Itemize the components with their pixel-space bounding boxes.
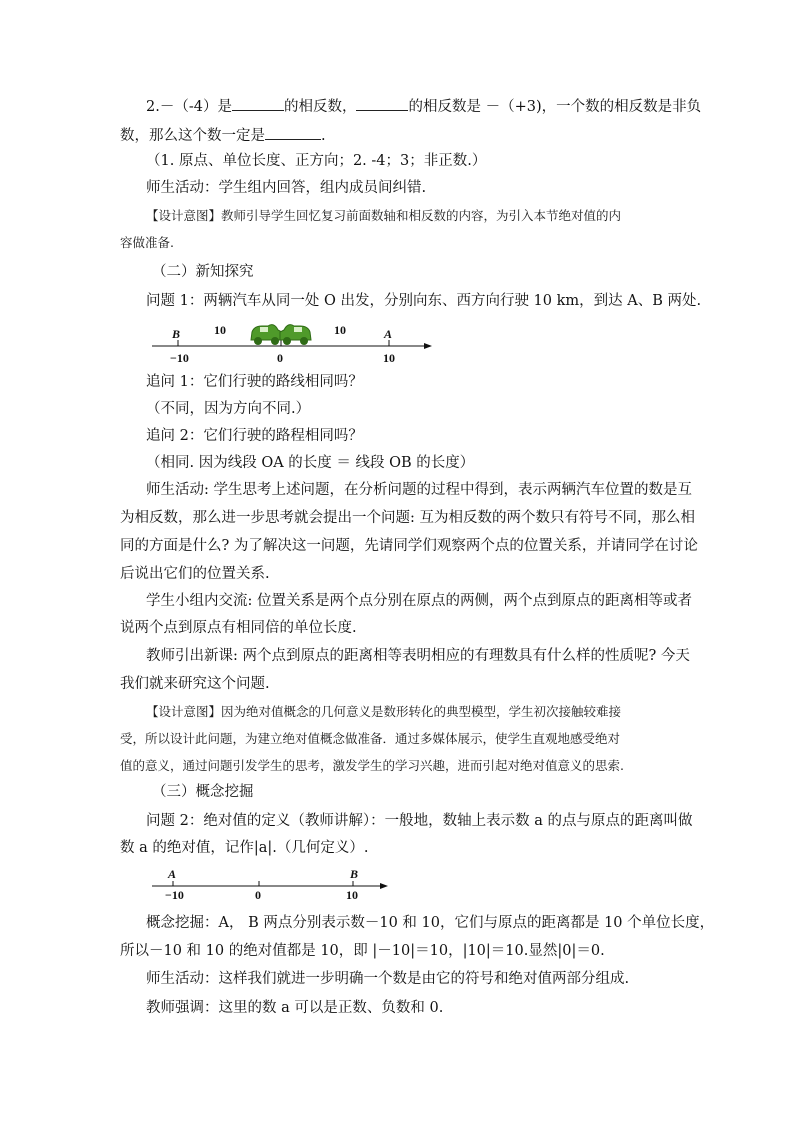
section-title-3: （三）概念挖掘 [152,784,254,800]
car-right-icon [280,325,311,345]
followup-2-answer: （相同. 因为线段 OA 的长度 ＝ 线段 OB 的长度） [146,455,475,471]
question-2-line1 [146,95,701,117]
axis2-point-right: B [350,867,359,881]
q2-text-3: 的相反数是 －（+3)，一个数的相反数是非负 [408,99,702,115]
q2-text-4: 数，那么这个数一定是 [120,128,265,144]
section-title-2: （二）新知探究 [152,264,254,280]
blank-1[interactable] [232,95,284,111]
blank-2[interactable] [356,95,408,111]
question-2-line2 [120,124,326,146]
problem-2-line1: 问题 2：绝对值的定义（教师讲解）：一般地，数轴上表示数 a 的点与原点的距离叫做 [146,813,693,829]
followup-2: 追问 2：它们行驶的路程相同吗？ [146,428,363,444]
design-intent-2-line3: 值的意义，通过问题引发学生的思考，激发学生的学习兴趣，进而引起对绝对值意义的思索. [120,758,624,773]
car-left-icon [251,325,282,345]
axis2-point-left: A [168,867,177,881]
q2-text-2: 的相反数， [283,99,357,115]
activity-2-line3: 同的方面是什么? 为了解决这一问题，先请同学们观察两个点的位置关系，并请同学在讨论 [120,538,698,554]
teacher-emphasis: 教师强调：这里的数 a 可以是正数、负数和 0. [146,1000,444,1016]
activity-1: 师生活动：学生组内回答，组内成员间纠错. [146,180,427,196]
number-line-1 [148,318,438,368]
concept-line1: 概念挖掘：A， B 两点分别表示数－10 和 10，它们与原点的距离都是 10 个单位长度， [146,915,715,931]
blank-3[interactable] [265,124,321,140]
axis1-tick-10: 10 [383,351,395,365]
axis1-tick-0: 0 [277,351,283,365]
axis1-point-left: B [172,327,181,341]
design-intent-2-line1: 【设计意图】因为绝对值概念的几何意义是数形转化的典型模型，学生初次接触较难接 [146,704,622,719]
group-discussion-line1: 学生小组内交流: 位置关系是两个点分别在原点的两侧，两个点到原点的距离相等或者 [146,593,692,609]
axis1-dist-left: 10 [214,323,226,337]
activity-3: 师生活动：这样我们就进一步明确一个数是由它的符号和绝对值两部分组成. [146,971,630,987]
followup-1-answer: （不同，因为方向不同.） [146,401,311,417]
problem-1: 问题 1：两辆汽车从同一处 O 出发，分别向东、西方向行驶 10 km，到达 A、B 两处. [146,293,702,309]
activity-2-line1: 师生活动: 学生思考上述问题，在分析问题的过程中得到，表示两辆汽车位置的数是互 [146,482,692,498]
activity-2-line4: 后说出它们的位置关系. [120,566,270,582]
axis1-dist-right: 10 [334,323,346,337]
design-intent-2-line2: 受，所以设计此问题，为建立绝对值概念做准备．通过多媒体展示，使学生直观地感受绝对 [120,731,621,746]
axis1-point-right: A [384,327,393,341]
q2-text-5: . [321,128,326,144]
number-line-2 [148,864,398,904]
group-discussion-line2: 说两个点到原点有相同倍的单位长度. [120,620,357,636]
activity-2-line2: 为相反数，那么进一步思考就会提出一个问题: 互为相反数的两个数只有符号不同，那么相 [120,510,695,526]
design-intent-1-line1: 【设计意图】教师引导学生回忆复习前面数轴和相反数的内容，为引入本节绝对值的内 [146,208,622,223]
axis2-tick-10: 10 [346,888,358,902]
concept-line2: 所以－10 和 10 的绝对值都是 10，即 |－10|＝10，|10|＝10.显然|0|＝0. [120,943,605,959]
teacher-intro-line1: 教师引出新课: 两个点到原点的距离相等表明相应的有理数具有什么样的性质呢? 今天 [146,648,690,664]
axis2-tick-0: 0 [255,888,261,902]
axis1-tick-neg10: −10 [170,351,189,365]
q2-text-1: 2.－（-4）是 [146,99,232,115]
design-intent-1-line2: 容做准备. [120,235,174,250]
axis2-tick-neg10: −10 [165,888,184,902]
problem-2-line2: 数 a 的绝对值，记作|a|.（几何定义）. [120,840,369,856]
followup-1: 追问 1：它们行驶的路线相同吗？ [146,374,363,390]
teacher-intro-line2: 我们就来研究这个问题. [120,676,270,692]
answers-1: （1. 原点、单位长度、正方向；2. -4；3；非正数.） [146,153,487,169]
